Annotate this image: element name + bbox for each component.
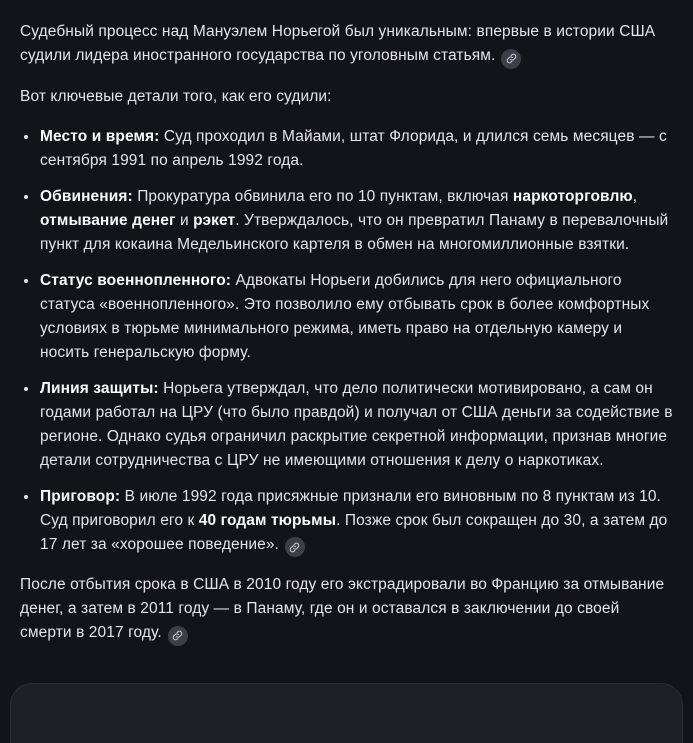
citation-link-icon[interactable]	[501, 49, 521, 69]
paragraph-lead-in	[20, 85, 673, 109]
list-item-text: Линия защиты: Норьега утверждал, что дело политически мотивировано, а сам он годами работал на ЦРУ (что было правдой) и получал от США деньги за содействие в регионе. Однако судья ограничил раскрытие секретной информации, признав многие детали сотрудничества с ЦРУ не имеющими отношения к делу о наркотиках.	[40, 379, 673, 469]
link-icon	[172, 630, 183, 641]
citation-link-icon[interactable]	[285, 537, 305, 557]
list-item-place-time	[21, 125, 673, 173]
list-item-text: Место и время: Суд проходил в Майами, штат Флорида, и длился семь месяцев — с сентября 1991 по апрель 1992 года.	[40, 127, 667, 169]
paragraph-outro	[20, 573, 673, 646]
list-item-pow-status	[21, 269, 673, 365]
list-item-text: Статус военнопленного: Адвокаты Норьеги добились для него официального статуса «военнопленного». Это позволило ему отбывать срок в более комфортных условиях в тюрьме минимального режима, иметь право на отдельную камеру и носить генеральскую форму.	[40, 271, 650, 361]
paragraph-intro	[20, 20, 673, 69]
key-details-list	[20, 125, 673, 558]
link-icon	[289, 542, 300, 553]
intro-text: Судебный процесс над Мануэлем Норьегой был уникальным: впервые в истории США судили лидера иностранного государства по уголовным статьям.	[20, 23, 656, 64]
list-item-verdict	[21, 485, 673, 558]
outro-text: После отбытия срока в США в 2010 году его экстрадировали во Францию за отмывание денег, а затем в 2011 году — в Панаму, где он и оставался в заключении до своей смерти в 2017 году.	[20, 576, 665, 641]
list-item-text: Обвинения: Прокуратура обвинила его по 10 пунктам, включая наркоторговлю, отмывание денег и рэкет. Утверждалось, что он превратил Панаму в перевалочный пункт для кокаина Медельинского картеля в обмен на многомиллионные взятки.	[40, 187, 669, 253]
list-item-charges	[21, 185, 673, 257]
list-item-defense	[21, 377, 673, 473]
link-icon	[506, 53, 517, 64]
message-input-box[interactable]	[10, 683, 683, 743]
lead-in-text: Вот ключевые детали того, как его судили:	[20, 87, 332, 105]
list-item-text: Приговор: В июле 1992 года присяжные признали его виновным по 8 пунктам из 10. Суд приговорил его к 40 годам тюрьмы. Позже срок был сокращен до 30, а затем до 17 лет за «хорошее поведение».	[40, 487, 668, 553]
citation-link-icon[interactable]	[168, 626, 188, 646]
